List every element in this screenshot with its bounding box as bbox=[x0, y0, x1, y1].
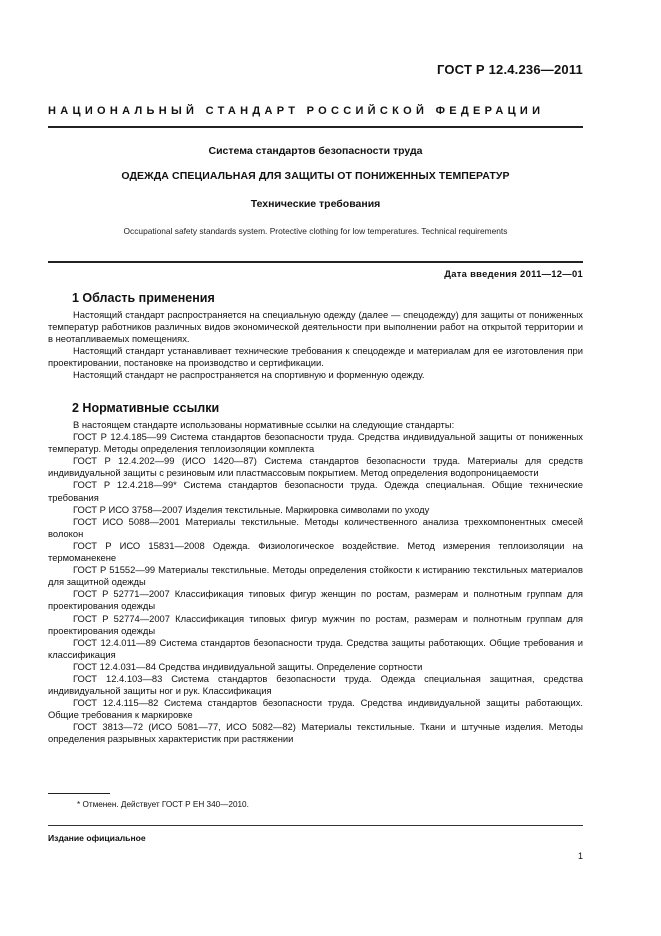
reference-item: ГОСТ Р 12.4.185—99 Система стандартов безопасности труда. Средства индивидуальной защиты от пониженных температур. Методы определения теплоизоляции комплекта bbox=[48, 431, 583, 455]
reference-item: ГОСТ 3813—72 (ИСО 5081—77, ИСО 5082—82) Материалы текстильные. Ткани и штучные изделия. Методы определения разрывных характеристик при растяжении bbox=[48, 721, 583, 745]
reference-item: ГОСТ Р ИСО 15831—2008 Одежда. Физиологическое воздействие. Метод измерения теплоизоляции на термоманекене bbox=[48, 539, 583, 564]
paragraph: Настоящий стандарт распространяется на специальную одежду (далее — спецодежду) для защиты от пониженных температур работников различных видов экономической деятельности при выполнении работ на открытой территории и в неотапливаемых помещениях. bbox=[48, 309, 583, 345]
paragraph: Настоящий стандарт не распространяется на спортивную и форменную одежду. bbox=[73, 369, 425, 381]
reference-item: ГОСТ 12.4.031—84 Средства индивидуальной защиты. Определение сортности bbox=[73, 660, 423, 672]
section-scope bbox=[48, 291, 583, 382]
reference-item: ГОСТ Р 52771—2007 Классификация типовых фигур женщин по ростам, размерам и полнотным группам для проектирования одежды bbox=[48, 588, 583, 612]
paragraph: Настоящий стандарт устанавливает технические требования к спецодежде и материалам для ее изготовления при проектировании, постановке на производство и сертификации. bbox=[48, 345, 583, 369]
reference-item: ГОСТ 12.4.103—83 Система стандартов безопасности труда. Одежда специальная защитная, средства индивидуальной защиты ног и рук. Классификация bbox=[48, 672, 583, 697]
reference-item: ГОСТ Р 51552—99 Материалы текстильные. Методы определения стойкости к истиранию текстильных материалов для защитной одежды bbox=[48, 564, 583, 588]
reference-item: ГОСТ Р 12.4.202—99 (ИСО 1420—87) Система стандартов безопасности труда. Материалы для средств индивидуальной защиты с резиновым или пластмассовым покрытием. Метод определения водопроницаемости bbox=[48, 455, 583, 479]
section-normative-references bbox=[48, 401, 583, 746]
reference-item: ГОСТ Р 12.4.218—99* Система стандартов безопасности труда. Одежда специальная. Общие технические требования bbox=[48, 479, 583, 503]
section-heading: 1 Область применения bbox=[72, 291, 215, 305]
footnote: * Отменен. Действует ГОСТ Р ЕН 340—2010. bbox=[77, 800, 249, 809]
page-number: 1 bbox=[577, 851, 583, 861]
introduction-date: Дата введения 2011—12—01 bbox=[444, 268, 583, 279]
national-standard-heading: НАЦИОНАЛЬНЫЙ СТАНДАРТ РОССИЙСКОЙ ФЕДЕРАЦИИ bbox=[48, 105, 545, 117]
footer-rule bbox=[48, 825, 583, 826]
section-heading: 2 Нормативные ссылки bbox=[72, 401, 220, 415]
reference-item: ГОСТ 12.4.011—89 Система стандартов безопасности труда. Средства защиты работающих. Общие требования и классификация bbox=[48, 636, 583, 660]
reference-item: ГОСТ ИСО 5088—2001 Материалы текстильные. Методы количественного анализа трехкомпонентных смесей волокон bbox=[48, 515, 583, 539]
footnote-separator bbox=[48, 793, 110, 794]
title-rule bbox=[48, 261, 583, 263]
series-title: Система стандартов безопасности труда bbox=[208, 145, 423, 157]
official-edition-label: Издание официальное bbox=[48, 833, 146, 843]
reference-item: ГОСТ Р 52774—2007 Классификация типовых фигур мужчин по ростам, размерам и полнотным группам для проектирования одежды bbox=[48, 612, 583, 636]
reference-item: ГОСТ Р ИСО 3758—2007 Изделия текстильные. Маркировка символами по уходу bbox=[73, 503, 430, 515]
document-id: ГОСТ Р 12.4.236—2011 bbox=[436, 62, 583, 77]
english-title: Occupational safety standards system. Protective clothing for low temperatures. Technical requirements bbox=[123, 226, 508, 236]
subtitle: Технические требования bbox=[250, 198, 381, 210]
header-rule bbox=[48, 126, 583, 128]
main-title: ОДЕЖДА СПЕЦИАЛЬНАЯ ДЛЯ ЗАЩИТЫ ОТ ПОНИЖЕННЫХ ТЕМПЕРАТУР bbox=[121, 170, 510, 182]
paragraph: В настоящем стандарте использованы нормативные ссылки на следующие стандарты: bbox=[73, 419, 455, 430]
reference-item: ГОСТ 12.4.115—82 Система стандартов безопасности труда. Средства индивидуальной защиты работающих. Общие требования к маркировке bbox=[48, 697, 583, 721]
